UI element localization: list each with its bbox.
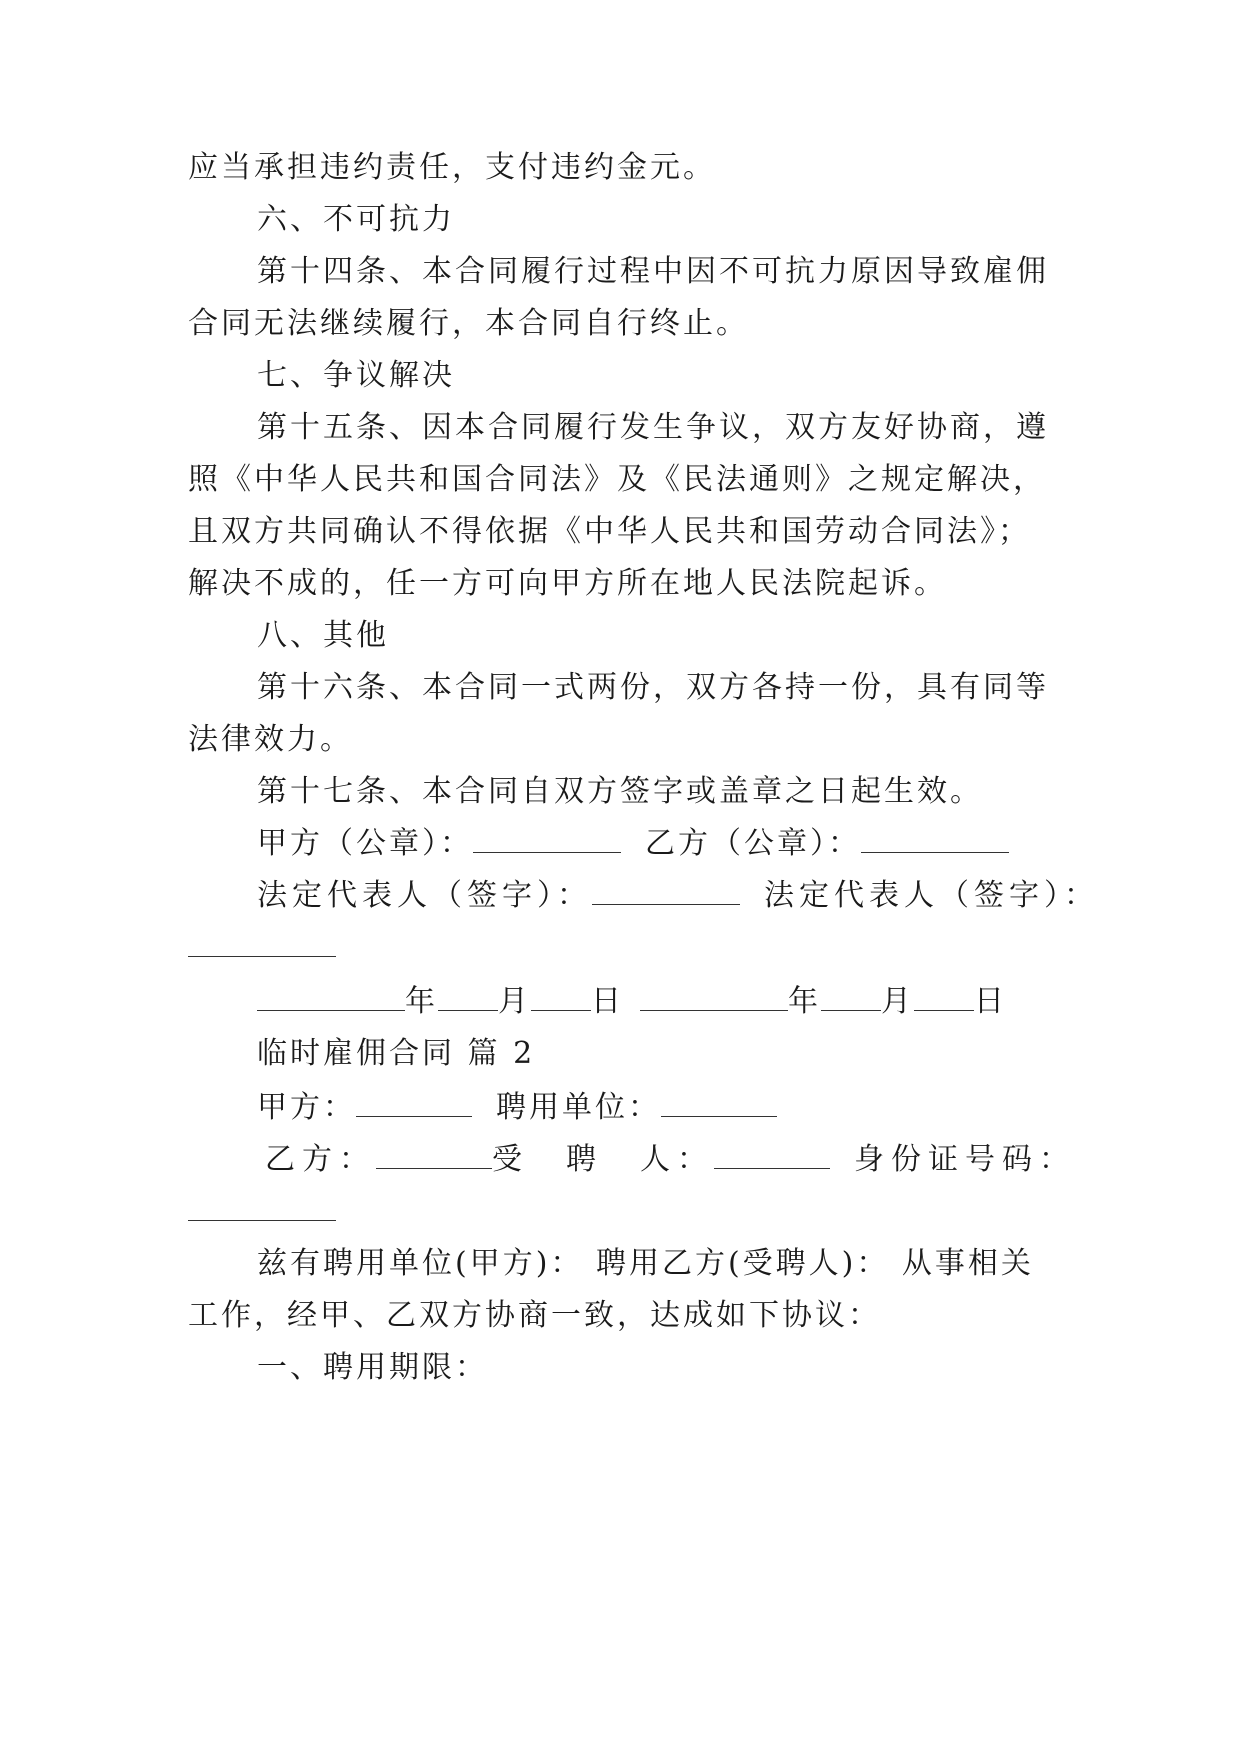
party-a-seal-label: 甲方（公章）：: [257, 826, 473, 861]
id-number-label: 身份证号码：: [854, 1142, 1076, 1177]
paragraph-line: 且双方共同确认不得依据《中华人民共和国劳动合同法》；: [188, 514, 1031, 549]
section-title: 临时雇佣合同 篇 2: [257, 1036, 536, 1071]
paragraph-line: 解决不成的，任一方可向甲方所在地人民法院起诉。: [188, 566, 947, 601]
section-heading: 八、其他: [257, 618, 389, 653]
paragraph-line: 合同无法继续履行，本合同自行终止。: [188, 306, 749, 341]
day-label: 日: [974, 984, 1007, 1019]
party-a-line: [257, 1088, 777, 1128]
paragraph-line: 工作，经甲、乙双方协商一致，达成如下协议：: [188, 1298, 881, 1333]
year-blank-a: [257, 984, 405, 1011]
year-label: 年: [788, 984, 821, 1019]
month-label: 月: [498, 984, 531, 1019]
paragraph-line: 应当承担违约责任，支付违约金元。: [188, 150, 716, 185]
day-blank-b: [914, 984, 974, 1011]
legal-rep-continuation: [188, 928, 336, 968]
date-line: [257, 982, 1007, 1022]
employer-label: 聘用单位：: [496, 1090, 661, 1125]
party-b-seal-label: 乙方（公章）：: [645, 826, 861, 861]
party-b-line: [265, 1140, 1076, 1180]
party-b-seal-blank: [861, 826, 1009, 853]
employee-label: 受 聘 人：: [492, 1142, 714, 1177]
seal-line: [257, 824, 1009, 864]
year-blank-b: [640, 984, 788, 1011]
legal-rep-label-a: 法定代表人（签字）：: [257, 878, 592, 913]
month-blank-b: [821, 984, 881, 1011]
party-b-label: 乙方：: [265, 1142, 376, 1177]
id-number-blank: [188, 1194, 336, 1221]
party-a-blank: [356, 1090, 472, 1117]
paragraph-line: 第十四条、本合同履行过程中因不可抗力原因导致雇佣: [257, 254, 1049, 289]
legal-rep-label-b: 法定代表人（签字）：: [764, 878, 1099, 913]
legal-rep-line: [257, 876, 1099, 916]
employee-blank: [714, 1142, 830, 1169]
paragraph-line: 兹有聘用单位(甲方)： 聘用乙方(受聘人)： 从事相关: [257, 1246, 1034, 1281]
paragraph-line: 第十六条、本合同一式两份，双方各持一份，具有同等: [257, 670, 1049, 705]
party-a-seal-blank: [473, 826, 621, 853]
id-number-continuation: [188, 1192, 336, 1232]
paragraph-line: 法律效力。: [188, 722, 353, 757]
section-heading: 一、聘用期限：: [257, 1350, 488, 1385]
legal-rep-blank-a: [592, 878, 740, 905]
section-heading: 六、不可抗力: [257, 202, 455, 237]
employer-blank: [661, 1090, 777, 1117]
paragraph-line: 第十七条、本合同自双方签字或盖章之日起生效。: [257, 774, 983, 809]
month-blank-a: [438, 984, 498, 1011]
party-b-blank: [376, 1142, 492, 1169]
year-label: 年: [405, 984, 438, 1019]
day-blank-a: [531, 984, 591, 1011]
party-a-label: 甲方：: [257, 1090, 356, 1125]
section-heading: 七、争议解决: [257, 358, 455, 393]
legal-rep-blank-b: [188, 930, 336, 957]
paragraph-line: 第十五条、因本合同履行发生争议，双方友好协商，遵: [257, 410, 1049, 445]
paragraph-line: 照《中华人民共和国合同法》及《民法通则》之规定解决，: [188, 462, 1046, 497]
day-label: 日: [591, 984, 624, 1019]
month-label: 月: [881, 984, 914, 1019]
